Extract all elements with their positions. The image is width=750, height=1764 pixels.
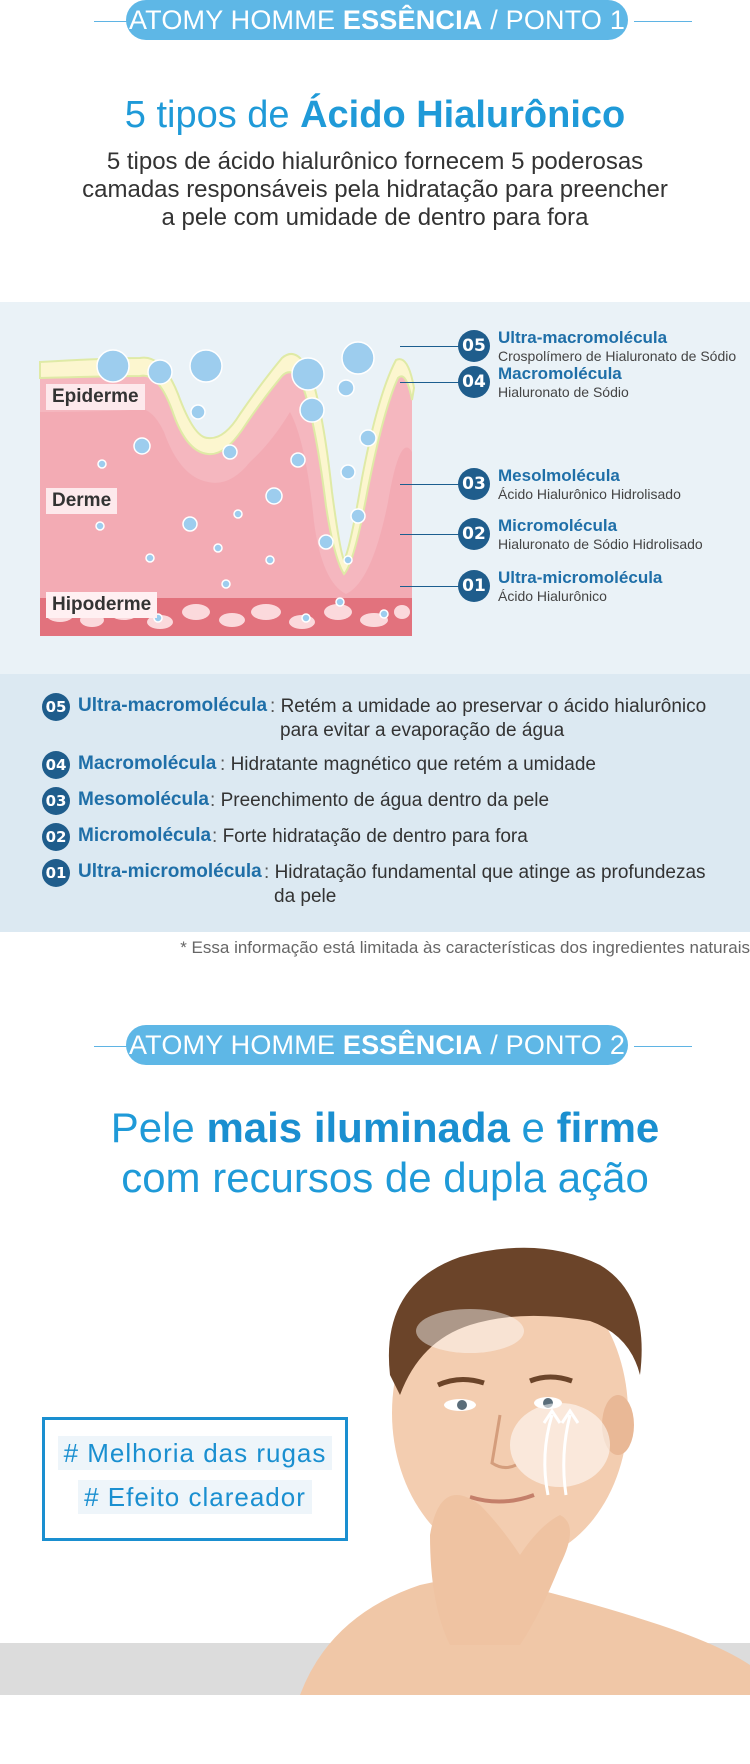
detail-name: Macromolécula — [78, 753, 217, 774]
section2-pill — [126, 1025, 628, 1065]
legend-line — [400, 346, 460, 347]
legend-number: 01 — [458, 570, 490, 602]
detail-sep: : — [270, 696, 276, 717]
legend-number: 05 — [458, 330, 490, 362]
label-epiderme: Epiderme — [46, 384, 145, 410]
tag-text-2: # Efeito clareador — [78, 1480, 312, 1514]
detail-number: 04 — [42, 751, 70, 779]
section1-subtitle-2: camadas responsáveis pela hidratação para preencher — [82, 176, 668, 203]
detail-row-05 — [42, 693, 732, 741]
legend-item-02 — [400, 516, 750, 556]
tag-wrinkle-improvement — [45, 1438, 345, 1469]
legend-line — [400, 484, 460, 485]
detail-text — [220, 753, 596, 777]
disclaimer-note: * Essa informação está limitada às características dos ingredientes naturais — [180, 938, 750, 957]
title-bold: Ácido Hialurônico — [300, 94, 626, 136]
pill-prefix: ATOMY HOMME — [128, 5, 336, 35]
detail-text-1: Hidratação fundamental que atinge as profundezas — [274, 862, 706, 883]
detail-number: 02 — [42, 823, 70, 851]
legend-item-04 — [400, 364, 750, 404]
legend-item-03 — [400, 466, 750, 506]
legend-item-01 — [400, 568, 750, 608]
pill-bold: ESSÊNCIA — [342, 5, 483, 35]
detail-text-2: da pele — [274, 886, 337, 907]
detail-row-02 — [42, 823, 732, 851]
detail-name: Ultra-macromolécula — [78, 695, 268, 716]
forehead-glow — [416, 1309, 524, 1353]
legend-desc: Ácido Hialurônico — [498, 588, 607, 604]
title-word-a: Pele — [110, 1104, 195, 1151]
detail-number: 01 — [42, 859, 70, 887]
legend-line — [400, 382, 460, 383]
label-derme: Derme — [46, 488, 117, 514]
feature-tag-box — [42, 1417, 348, 1541]
detail-name: Mesomolécula — [78, 789, 209, 810]
section2-title-line1 — [0, 1104, 750, 1152]
title-word-d: firme — [556, 1104, 660, 1151]
detail-text — [264, 861, 706, 909]
legend-number: 03 — [458, 468, 490, 500]
title-light: 5 tipos de — [124, 94, 290, 136]
detail-sep: : — [264, 862, 270, 883]
pill-suffix: / PONTO 2 — [490, 1030, 626, 1060]
section1-subtitle-1: 5 tipos de ácido hialurônico fornecem 5 poderosas — [106, 148, 644, 175]
detail-number: 03 — [42, 787, 70, 815]
legend-line — [400, 586, 460, 587]
detail-text — [210, 789, 549, 813]
tag-whitening-effect — [45, 1482, 345, 1513]
pill-prefix: ATOMY HOMME — [128, 1030, 336, 1060]
legend-number: 04 — [458, 366, 490, 398]
header-line-right — [634, 1046, 692, 1047]
legend-desc: Hialuronato de Sódio — [498, 384, 629, 400]
section1-subtitle-3: a pele com umidade de dentro para fora — [161, 204, 589, 231]
section1-title — [0, 94, 750, 137]
legend-name: Macromolécula — [498, 364, 622, 383]
pill-bold: ESSÊNCIA — [342, 1030, 483, 1060]
legend-name: Ultra-macromolécula — [498, 328, 668, 347]
detail-text-1: Hidratante magnético que retém a umidade — [230, 754, 596, 775]
legend-name: Mesolmolécula — [498, 466, 620, 485]
legend-line — [400, 534, 460, 535]
legend-desc: Ácido Hialurônico Hidrolisado — [498, 486, 681, 502]
legend-desc: Crospolímero de Hialuronato de Sódio — [498, 348, 737, 364]
section1-header — [0, 0, 750, 44]
legend-name: Micromolécula — [498, 516, 618, 535]
detail-text-1: Forte hidratação de dentro para fora — [222, 826, 528, 847]
detail-text — [270, 695, 706, 743]
title-word-b: mais iluminada — [206, 1104, 510, 1151]
detail-text-1: Preenchimento de água dentro da pele — [220, 790, 550, 811]
title-word-c: e — [521, 1104, 545, 1151]
detail-text — [212, 825, 528, 849]
detail-row-04 — [42, 751, 732, 779]
tag-text-1: # Melhoria das rugas — [58, 1436, 333, 1470]
detail-name: Ultra-micromolécula — [78, 861, 262, 882]
section2-header — [0, 1025, 750, 1069]
pill-suffix: / PONTO 1 — [490, 5, 626, 35]
detail-row-03 — [42, 787, 732, 815]
header-line-right — [634, 21, 692, 22]
detail-text-1: Retém a umidade ao preservar o ácido hialurônico — [280, 696, 707, 717]
legend-name: Ultra-micromolécula — [498, 568, 663, 587]
detail-number: 05 — [42, 693, 70, 721]
detail-text-2: para evitar a evaporação de água — [280, 720, 565, 741]
legend-item-05 — [400, 328, 750, 368]
legend-number: 02 — [458, 518, 490, 550]
legend-desc: Hialuronato de Sódio Hidrolisado — [498, 536, 703, 552]
section1-pill — [126, 0, 628, 40]
detail-name: Micromolécula — [78, 825, 212, 846]
cheek-glow — [510, 1403, 610, 1487]
label-hipoderme: Hipoderme — [46, 592, 157, 618]
section2-title-line2: com recursos de dupla ação — [121, 1154, 649, 1201]
detail-sep: : — [220, 754, 226, 775]
detail-sep: : — [210, 790, 216, 811]
detail-row-01 — [42, 859, 732, 907]
detail-sep: : — [212, 826, 218, 847]
